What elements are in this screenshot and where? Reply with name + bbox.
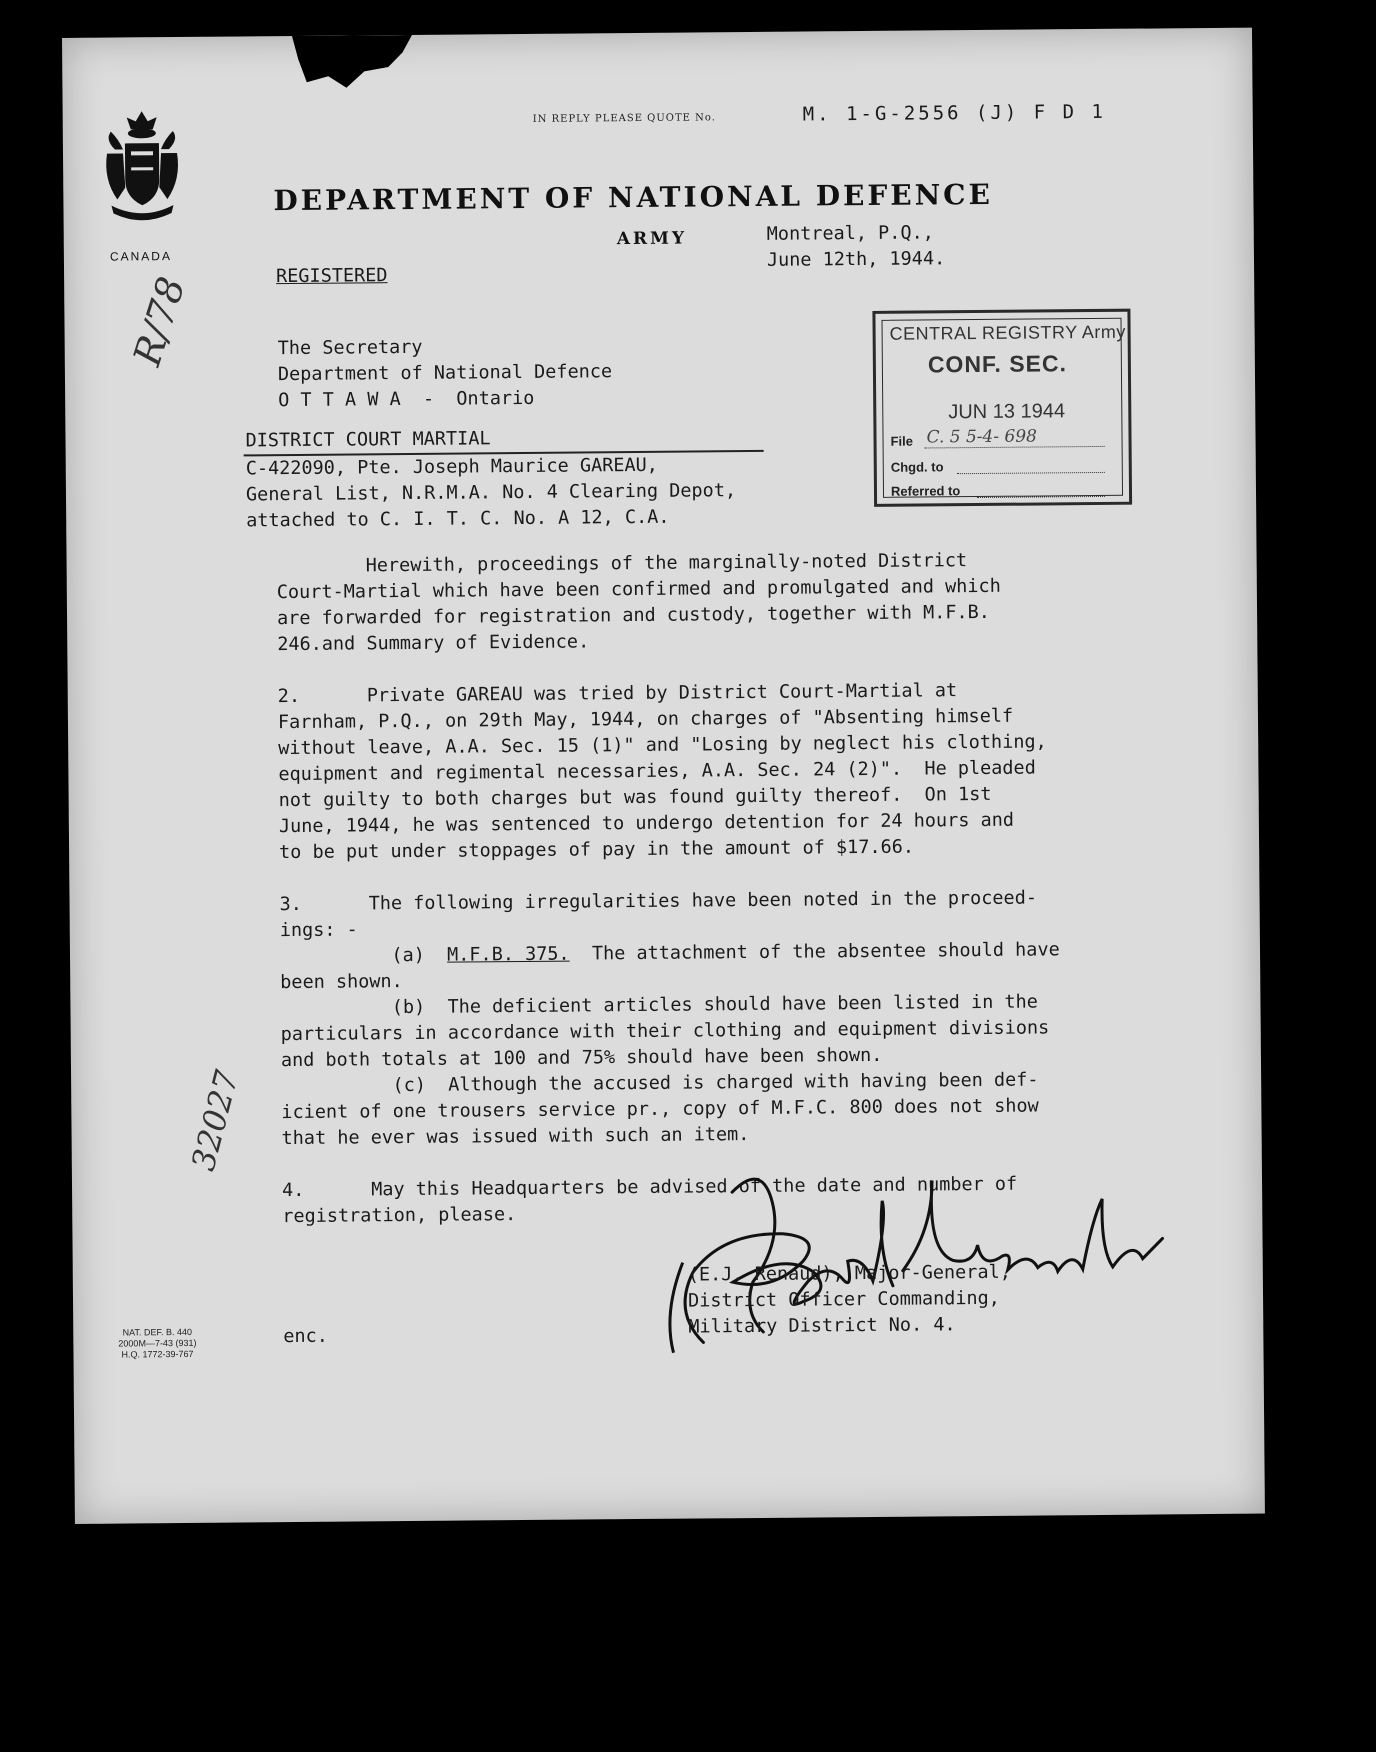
- body-line: to be put under stoppages of pay in the amount of $17.66.: [279, 836, 915, 864]
- form-line: H.Q. 1772-39-767: [121, 1348, 194, 1360]
- body-line: (b) The deficient articles should have been listed in the: [280, 991, 1038, 1020]
- address-line: O T T A W A - Ontario: [278, 387, 535, 412]
- registry-stamp: [872, 309, 1132, 507]
- form-line: NAT. DEF. B. 440: [122, 1326, 193, 1338]
- signature-block: [688, 1260, 1012, 1341]
- stamp-charged-label: Chgd. to: [890, 459, 944, 475]
- body-line: ings: -: [279, 919, 358, 942]
- stamp-section-text: CONF. SEC.: [927, 350, 1068, 378]
- paragraph-1: [277, 547, 1058, 658]
- stamp-registry-text: CENTRAL REGISTRY Army: [889, 321, 1126, 344]
- body-line: 246.and Summary of Evidence.: [277, 631, 590, 656]
- body-line: icient of one trousers service pr., copy of M.F.C. 800 does not show: [281, 1095, 1039, 1124]
- body-line: equipment and regimental necessaries, A.A. Sec. 24 (2)". He pleaded: [278, 757, 1036, 786]
- body-line: that he ever was issued with such an item.: [281, 1124, 750, 1150]
- paragraph-2: [278, 677, 1059, 866]
- body-line: been shown.: [280, 971, 403, 994]
- body-line: Herewith, proceedings of the marginally-noted District: [276, 550, 968, 578]
- body-line: (c) Although the accused is charged with having been def-: [281, 1069, 1039, 1098]
- department-heading: DEPARTMENT OF NATIONAL DEFENCE: [273, 177, 993, 218]
- subject-line: C-422090, Pte. Joseph Maurice GAREAU,: [245, 454, 658, 480]
- item-a-reference: M.F.B. 375.: [447, 943, 570, 966]
- body-line: June, 1944, he was sentenced to undergo detention for 24 hours and: [278, 809, 1015, 838]
- body-line: 4. May this Headquarters be advised of the date and number of: [281, 1173, 1018, 1202]
- stamp-file-value: C. 5 5-4- 698: [926, 426, 1038, 448]
- margin-handwritten-number: 32027: [183, 1066, 247, 1175]
- body-line: without leave, A.A. Sec. 15 (1)" and "Losing by neglect his clothing,: [278, 731, 1047, 760]
- body-line: registration, please.: [282, 1204, 517, 1228]
- address-line: Department of National Defence: [277, 361, 613, 386]
- signatory-district: Military District No. 4.: [688, 1314, 956, 1338]
- body-line: not guilty to both charges but was found guilty thereof. On 1st: [278, 783, 992, 812]
- body-line: 3. The following irregularities have been noted in the proceed-: [279, 887, 1038, 916]
- body-line: 2. Private GAREAU was tried by District Court-Martial at: [277, 680, 958, 708]
- letter-city: Montreal, P.Q.,: [766, 222, 934, 245]
- subject-details: [246, 452, 737, 534]
- reply-quote-number: M. 1-G-2556 (J) F D 1: [802, 100, 1106, 126]
- letter-page: [62, 28, 1265, 1524]
- signatory-name: (E.J. Renaud), Major-General,: [687, 1261, 1011, 1286]
- letter-date: June 12th, 1944.: [766, 248, 946, 271]
- country-label: CANADA: [109, 249, 172, 264]
- stamp-date: JUN 13 1944: [948, 400, 1066, 424]
- body-line: Court-Martial which have been confirmed and promulgated and which: [276, 575, 1001, 604]
- body-line: are forwarded for registration and custody, together with M.F.B.: [276, 601, 990, 630]
- registered-mark: REGISTERED: [275, 265, 388, 288]
- letter-body: [277, 547, 1063, 1230]
- form-line: 2000M—7-43 (931): [118, 1337, 197, 1349]
- torn-corner: [292, 35, 413, 94]
- paragraph-3: [279, 885, 1061, 1152]
- coat-of-arms-icon: [101, 109, 184, 230]
- body-line: Farnham, P.Q., on 29th May, 1944, on charges of "Absenting himself: [277, 705, 1014, 734]
- subject-line: General List, N.R.M.A. No. 4 Clearing Depot,: [245, 480, 737, 506]
- item-a-text: The attachment of the absentee should have: [569, 939, 1060, 965]
- reply-quote-label: IN REPLY PLEASE QUOTE No.: [532, 112, 716, 125]
- margin-handwritten-note: R/78: [124, 271, 194, 371]
- stamp-file-label: File: [890, 433, 914, 449]
- stamp-referred-label: Referred to: [890, 483, 961, 499]
- body-line: particulars in accordance with their clothing and equipment divisions: [280, 1017, 1050, 1046]
- item-a-prefix: (a): [279, 944, 448, 968]
- enclosure-note: enc.: [283, 1325, 328, 1348]
- form-number: [118, 1327, 196, 1361]
- address-line: The Secretary: [277, 336, 423, 360]
- body-line: and both totals at 100 and 75% should have been shown.: [280, 1044, 883, 1072]
- subject-line: attached to C. I. T. C. No. A 12, C.A.: [246, 506, 670, 532]
- recipient-address: [278, 333, 613, 414]
- subject-title: DISTRICT COURT MARTIAL: [245, 428, 491, 452]
- branch-heading: ARMY: [616, 228, 688, 250]
- signatory-title: District Officer Commanding,: [687, 1287, 1001, 1312]
